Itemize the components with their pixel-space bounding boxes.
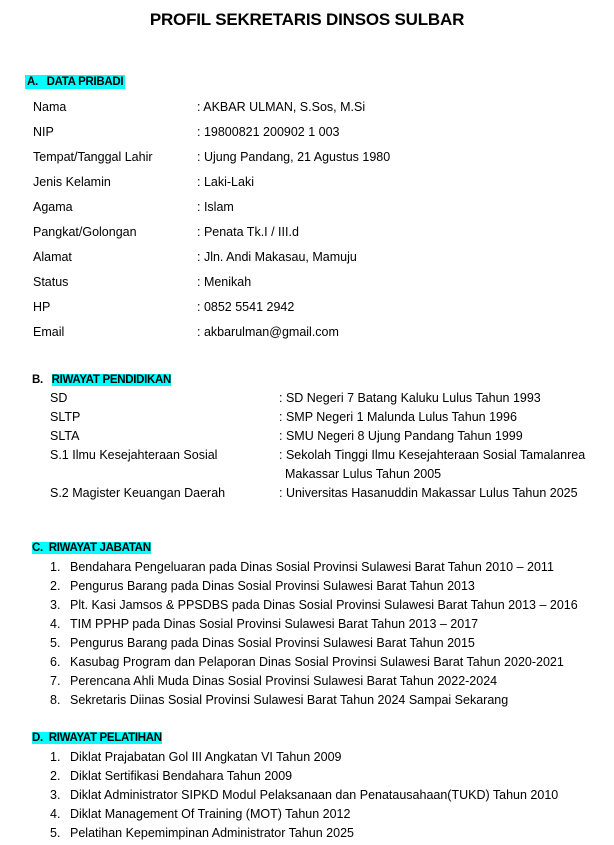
item-text: Sekretaris Diinas Sosial Provinsi Sulawesi Barat Tahun 2024 Sampai Sekarang	[70, 693, 509, 707]
education-level: S.1 Ilmu Kesejahteraan Sosial	[50, 448, 218, 462]
item-number: 8.	[50, 693, 61, 707]
section-title: RIWAYAT PENDIDIKAN	[51, 374, 172, 386]
item-number: 3.	[50, 788, 61, 802]
info-label: Status	[33, 275, 69, 289]
info-label: Alamat	[33, 250, 72, 264]
info-label: HP	[33, 300, 51, 314]
education-level: SD	[50, 391, 68, 405]
info-row	[33, 225, 593, 243]
info-row	[33, 275, 593, 293]
item-text: TIM PPHP pada Dinas Sosial Provinsi Sulawesi Barat Tahun 2013 – 2017	[70, 617, 479, 631]
education-level: S.2 Magister Keuangan Daerah	[50, 486, 226, 500]
section-letter: D.	[32, 732, 43, 744]
item-number: 3.	[50, 598, 61, 612]
info-row	[33, 200, 593, 218]
info-row	[33, 300, 593, 318]
pelatihan-item	[50, 788, 610, 806]
jabatan-item	[50, 636, 610, 654]
info-label: NIP	[33, 125, 54, 139]
info-label: Agama	[33, 200, 73, 214]
jabatan-item	[50, 655, 610, 673]
item-text: Pelatihan Kepemimpinan Administrator Tahun 2025	[70, 826, 354, 840]
info-value: : akbarulman@gmail.com	[197, 325, 339, 339]
item-text: Diklat Management Of Training (MOT) Tahun 2012	[70, 807, 351, 821]
info-value: : Jln. Andi Makasau, Mamuju	[197, 250, 357, 264]
jabatan-item	[50, 579, 610, 597]
item-number: 6.	[50, 655, 61, 669]
jabatan-item	[50, 693, 610, 711]
info-value: : Menikah	[197, 275, 252, 289]
education-level: SLTP	[50, 410, 81, 424]
section-letter: B.	[32, 374, 43, 386]
info-value: : 0852 5541 2942	[197, 300, 295, 314]
section-a-heading	[25, 75, 125, 89]
education-row	[50, 486, 610, 504]
item-text: Kasubag Program dan Pelaporan Dinas Sosial Provinsi Sulawesi Barat Tahun 2020-2021	[70, 655, 564, 669]
item-number: 4.	[50, 807, 61, 821]
section-title: RIWAYAT JABATAN	[48, 542, 151, 554]
education-value: : SMU Negeri 8 Ujung Pandang Tahun 1999	[279, 429, 523, 443]
jabatan-item	[50, 598, 610, 616]
info-row	[33, 175, 593, 193]
info-row	[33, 125, 593, 143]
pelatihan-item	[50, 826, 610, 844]
section-c-heading	[32, 542, 151, 554]
info-value: : Islam	[197, 200, 234, 214]
info-label: Nama	[33, 100, 67, 114]
section-letter: A.	[27, 76, 38, 88]
info-row	[33, 100, 593, 118]
pelatihan-item	[50, 807, 610, 825]
section-d-heading	[32, 732, 162, 744]
item-number: 4.	[50, 617, 61, 631]
info-value: : 19800821 200902 1 003	[197, 125, 340, 139]
info-label: Pangkat/Golongan	[33, 225, 137, 239]
education-value: : Sekolah Tinggi Ilmu Kesejahteraan Sosial Tamalanrea	[279, 448, 586, 462]
item-text: Diklat Prajabatan Gol III Angkatan VI Tahun 2009	[70, 750, 342, 764]
info-value: : Laki-Laki	[197, 175, 254, 189]
info-row	[33, 325, 593, 343]
info-label: Email	[33, 325, 65, 339]
education-row	[50, 391, 610, 409]
education-row	[50, 410, 610, 428]
section-b-heading	[32, 374, 171, 386]
jabatan-item	[50, 674, 610, 692]
item-text: Perencana Ahli Muda Dinas Sosial Provinsi Sulawesi Barat Tahun 2022-2024	[70, 674, 498, 688]
item-text: Diklat Administrator SIPKD Modul Pelaksanaan dan Penatausahaan(TUKD) Tahun 2010	[70, 788, 559, 802]
item-text: Bendahara Pengeluaran pada Dinas Sosial Provinsi Sulawesi Barat Tahun 2010 – 2011	[70, 560, 554, 574]
info-row	[33, 150, 593, 168]
item-text: Diklat Sertifikasi Bendahara Tahun 2009	[70, 769, 293, 783]
pelatihan-item	[50, 769, 610, 787]
jabatan-item	[50, 617, 610, 635]
education-level: SLTA	[50, 429, 80, 443]
item-number: 1.	[50, 560, 61, 574]
info-value: : Penata Tk.I / III.d	[197, 225, 299, 239]
item-number: 2.	[50, 579, 61, 593]
info-value: : Ujung Pandang, 21 Agustus 1980	[197, 150, 391, 164]
education-row	[50, 448, 610, 486]
item-text: Plt. Kasi Jamsos & PPSDBS pada Dinas Sosial Provinsi Sulawesi Barat Tahun 2013 – 2016	[70, 598, 578, 612]
education-value: : Universitas Hasanuddin Makassar Lulus Tahun 2025	[279, 486, 578, 500]
education-value-continued: Makassar Lulus Tahun 2005	[285, 467, 442, 481]
item-number: 2.	[50, 769, 61, 783]
info-label: Tempat/Tanggal Lahir	[33, 150, 153, 164]
info-label: Jenis Kelamin	[33, 175, 111, 189]
info-row	[33, 250, 593, 268]
item-text: Pengurus Barang pada Dinas Sosial Provinsi Sulawesi Barat Tahun 2013	[70, 579, 475, 593]
jabatan-item	[50, 560, 610, 578]
section-title: DATA PRIBADI	[46, 76, 124, 88]
section-title: RIWAYAT PELATIHAN	[48, 732, 162, 744]
education-value: : SMP Negeri 1 Malunda Lulus Tahun 1996	[279, 410, 517, 424]
item-number: 5.	[50, 826, 61, 840]
education-value: : SD Negeri 7 Batang Kaluku Lulus Tahun 1993	[279, 391, 541, 405]
section-letter: C.	[32, 542, 43, 554]
item-number: 1.	[50, 750, 61, 764]
item-text: Pengurus Barang pada Dinas Sosial Provinsi Sulawesi Barat Tahun 2015	[70, 636, 475, 650]
education-row	[50, 429, 610, 447]
page-title: PROFIL SEKRETARIS DINSOS SULBAR	[149, 10, 465, 29]
item-number: 5.	[50, 636, 61, 650]
info-value: : AKBAR ULMAN, S.Sos, M.Si	[197, 100, 366, 114]
pelatihan-item	[50, 750, 610, 768]
item-number: 7.	[50, 674, 61, 688]
